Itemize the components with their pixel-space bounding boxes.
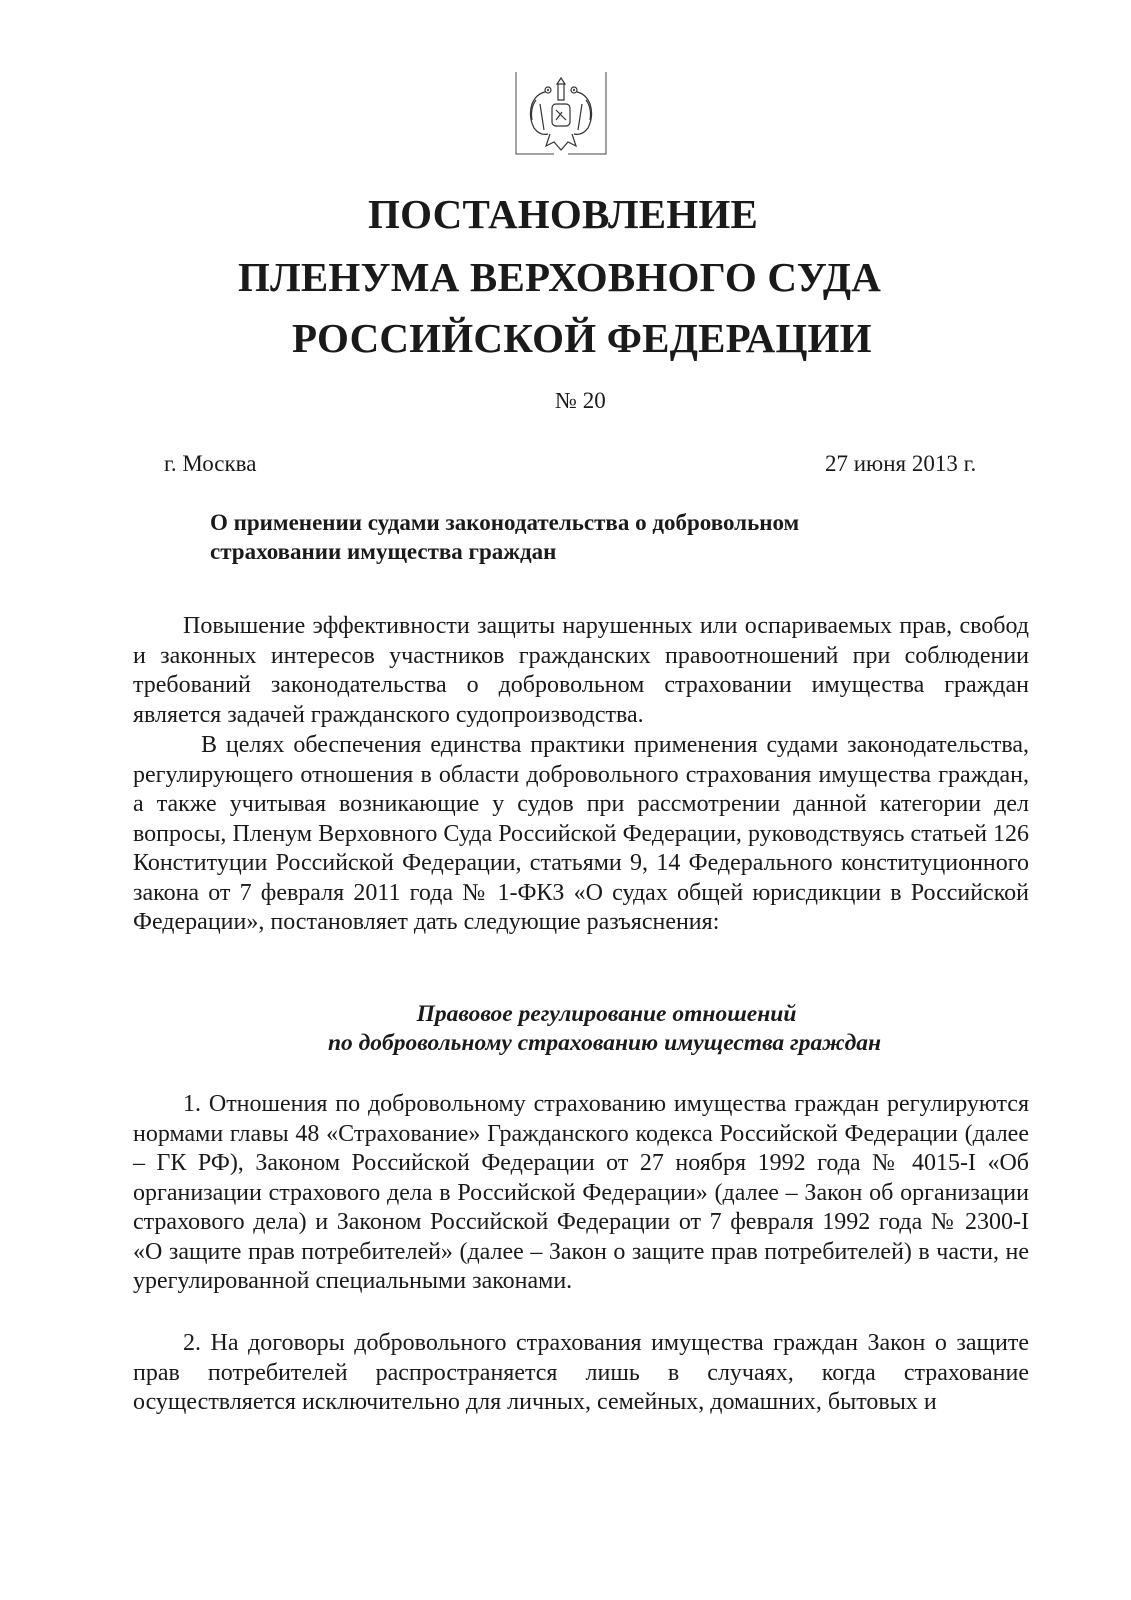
document-number: № 20 bbox=[555, 388, 606, 413]
document-city: г. Москва bbox=[164, 451, 257, 476]
subject-line-2: страховании имущества граждан bbox=[210, 539, 557, 564]
preamble-paragraph-2: В целях обеспечения единства практики применения судами законодательства, регулирующего отношения в области добровольного страхования имущества граждан, а также учитывая возникающие у судов при рассмотрении данной категории дел вопросы, Пленум Верховного Суда Российской Федерации, руководствуясь статьей 126 Конституции Российской Федерации, статьями 9, 14 Федерального конституционного закона от 7 февраля 2011 года № 1-ФКЗ «О судах общей юрисдикции в Российской Федерации», постановляет дать следующие разъяснения: bbox=[133, 732, 1029, 935]
title-line-2: ПЛЕНУМА ВЕРХОВНОГО СУДА bbox=[238, 254, 882, 300]
section-heading-line-1: Правовое регулирование отношений bbox=[416, 1001, 797, 1027]
title-line-3: РОССИЙСКОЙ ФЕДЕРАЦИИ bbox=[292, 315, 872, 361]
clause-1: 1. Отношения по добровольному страхованию имущества граждан регулируются нормами главы 48 «Страхование» Гражданского кодекса Российской Федерации (далее – ГК РФ), Законом Российской Федерации от 27 ноября 1992 года № 4015-I «Об организации страхового дела в Российской Федерации» (далее – Закон об организации страхового дела) и Законом Российской Федерации от 7 февраля 1992 года № 2300-I «О защите прав потребителей» (далее – Закон о защите прав потребителей) в части, не урегулированной специальными законами. bbox=[133, 1091, 1029, 1294]
section-heading bbox=[0, 1000, 1131, 1058]
document-date: 27 июня 2013 г. bbox=[825, 451, 977, 476]
clause-2: 2. На договоры добровольного страхования имущества граждан Закон о защите прав потребителей распространяется лишь в случаях, когда страхование осуществляется исключительно для личных, семейных, домашних, бытовых и bbox=[133, 1330, 1029, 1415]
subject-line-1: О применении судами законодательства о добровольном bbox=[210, 510, 800, 535]
document-subject bbox=[210, 508, 930, 566]
section-heading-line-2: по добровольному страхованию имущества граждан bbox=[327, 1030, 882, 1056]
coat-of-arms-emblem bbox=[514, 70, 608, 170]
title-line-1: ПОСТАНОВЛЕНИЕ bbox=[368, 191, 758, 237]
double-headed-eagle-icon bbox=[514, 70, 608, 170]
preamble-paragraph-1: Повышение эффективности защиты нарушенных или оспариваемых прав, свобод и законных интересов участников гражданских правоотношений при соблюдении требований законодательства о добровольном страховании имущества граждан является задачей гражданского судопроизводства. bbox=[133, 613, 1029, 728]
